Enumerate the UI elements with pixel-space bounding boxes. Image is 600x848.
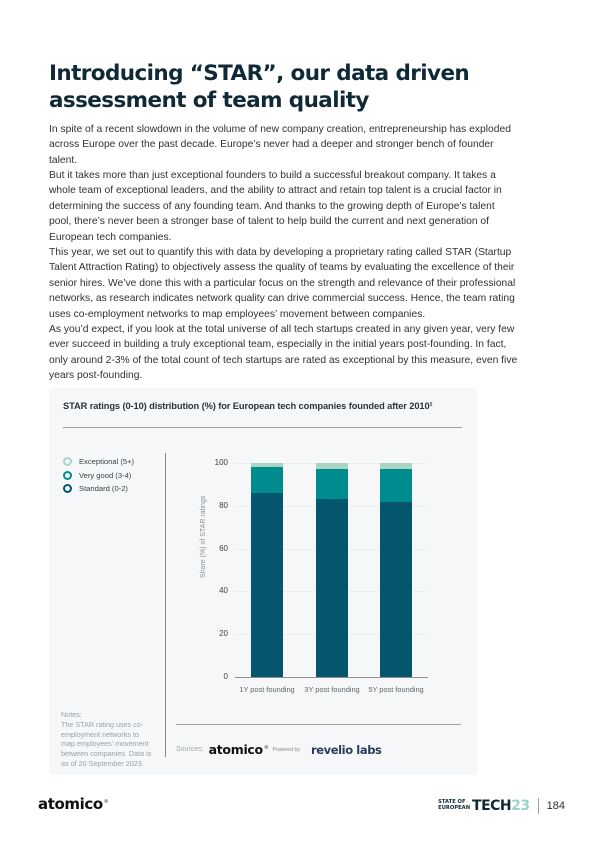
notes-text: Notes: The STAR rating uses co-employment networks to map employees’ movement between companies. Data is as of 20 September 2023. bbox=[61, 710, 152, 768]
paragraph-2: But it takes more than just exceptional founders to build a successful breakout company. It takes a whole team of exceptional leaders, and the ability to attract and retain top talent is a crucial factor in determining the success of any founding team. And thanks to the growing depth of Europe’s talent pool, there’s never been a stronger base of talent to help build the current and next generation of European tech companies. bbox=[49, 170, 502, 243]
paragraph-1: In spite of a recent slowdown in the volume of new company creation, entrepreneurship has exploded across Europe over the past decade. Europe’s never had a deeper and stronger bench of founder talent. bbox=[49, 124, 511, 166]
bar-segment bbox=[251, 493, 283, 677]
legend-dot-icon bbox=[63, 484, 72, 493]
y-axis-label: Share (%) of STAR ratings bbox=[200, 495, 207, 578]
bar-segment bbox=[316, 469, 348, 499]
legend-item-exceptional bbox=[63, 455, 134, 469]
report-year: 23 bbox=[511, 798, 530, 814]
divider bbox=[538, 798, 539, 814]
bar-segment bbox=[380, 469, 412, 501]
bar-segment bbox=[251, 467, 283, 493]
legend-label: Standard (0-2) bbox=[79, 484, 128, 494]
bar-segment bbox=[316, 499, 348, 677]
atomico-logo-text: atomico bbox=[208, 742, 263, 757]
page-number: 184 bbox=[546, 800, 565, 812]
chart-legend bbox=[63, 455, 134, 496]
divider bbox=[63, 427, 462, 428]
y-tick: 20 bbox=[219, 629, 228, 639]
x-axis-line bbox=[235, 677, 428, 678]
legend-item-very-good bbox=[63, 469, 134, 483]
y-tick: 80 bbox=[219, 500, 228, 510]
paragraph-3: This year, we set out to quantify this with data by developing a proprietary rating called STAR (Startup Talent Attraction Rating) to objectively assess the quality of teams by evaluating the excellence of their senior hires. We’ve done this with a particular focus on the strength and relevance of their professional networks, as research indicates network quality can drive commercial success. Hence, the team rating uses co-employment networks to map employees’ movement between companies. bbox=[49, 247, 516, 320]
plot-area bbox=[214, 458, 428, 694]
y-tick: 60 bbox=[219, 543, 228, 553]
sources-label: Sources: bbox=[176, 746, 204, 753]
report-tech: TECH bbox=[472, 798, 512, 814]
legend-item-standard bbox=[63, 482, 134, 496]
x-label: 3Y post founding bbox=[304, 685, 360, 694]
footer-logo-text: atomico bbox=[38, 795, 103, 813]
legend-dot-icon bbox=[63, 471, 72, 480]
y-tick: 40 bbox=[219, 586, 228, 596]
report-line-1: STATE OF bbox=[438, 799, 466, 806]
sources bbox=[176, 742, 382, 757]
bar-segment bbox=[380, 502, 412, 677]
bar-3y bbox=[316, 463, 348, 677]
atomico-logo: atomico® bbox=[208, 742, 269, 757]
x-label: 5Y post founding bbox=[368, 685, 424, 694]
legend-label: Very good (3-4) bbox=[79, 470, 132, 480]
legend-label: Exceptional (5+) bbox=[79, 457, 135, 467]
vertical-divider bbox=[165, 453, 166, 757]
paragraph-4: As you’d expect, if you look at the total universe of all tech startups created in any given year, very few ever succeed in building a truly exceptional team, especially in the initial years post-founding. In fact, only around 2-3% of the total count of tech startups are rated as exceptional by this measure, even five years post-founding. bbox=[49, 324, 518, 382]
chart-title: STAR ratings (0-10) distribution (%) for European tech companies founded after 2010¹ bbox=[63, 401, 433, 411]
report-label bbox=[438, 800, 470, 811]
chart-card bbox=[49, 388, 477, 775]
x-label: 1Y post founding bbox=[239, 685, 295, 694]
bar-5y bbox=[380, 463, 412, 677]
page-title: Introducing “STAR”, our data driven assessment of team quality bbox=[49, 61, 470, 113]
y-tick: 100 bbox=[214, 458, 228, 467]
revelio-labs-logo: revelio labs bbox=[310, 742, 382, 757]
bar-1y bbox=[251, 463, 283, 677]
chart-notes bbox=[61, 710, 153, 769]
powered-by-label: Powered by bbox=[272, 746, 300, 753]
legend-dot-icon bbox=[63, 457, 72, 466]
y-tick: 0 bbox=[223, 672, 228, 681]
footer-report-brand bbox=[438, 798, 565, 814]
divider bbox=[176, 724, 461, 725]
footer-atomico-logo: atomico® bbox=[38, 795, 109, 813]
report-line-2: EUROPEAN bbox=[438, 805, 471, 811]
